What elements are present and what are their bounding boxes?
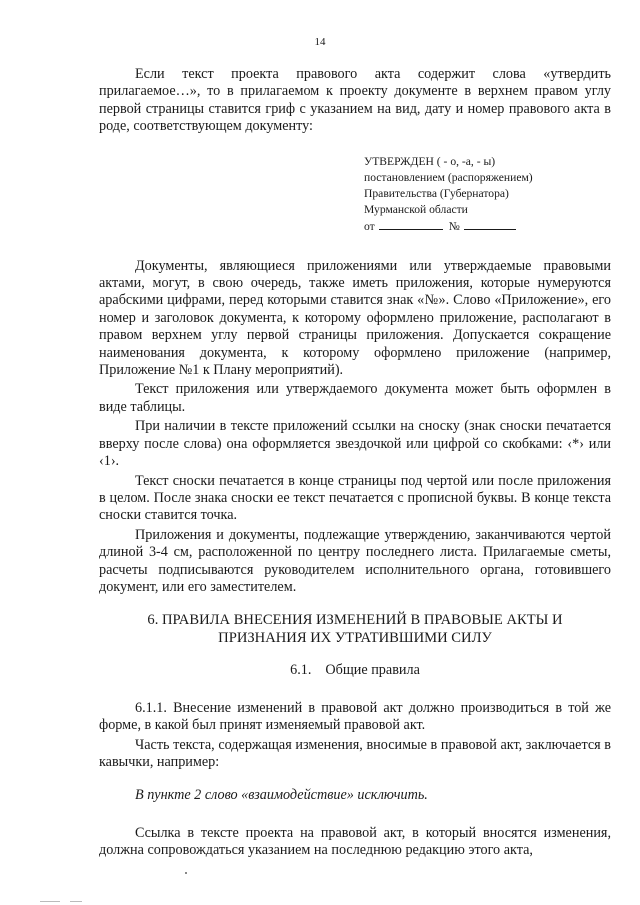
paragraph-appendices: Документы, являющиеся приложениями или утверждаемые правовыми актами, могут, в свою очередь, также иметь приложения, которые нумеруются арабскими цифрами, перед которыми ставится знак «№». Слово «Приложение», его номер и заголовок документа, к которому оформлено приложение, располагают в правом верхнем углу первой страницы приложения. Допускается сокращение наименования документа, к которому оформлено приложение (например, Приложение №1 к Плану мероприятий). (99, 257, 611, 379)
stamp-line-approved: УТВЕРЖДЕН ( - о, -а, - ы) (364, 154, 496, 168)
stamp-line-government: Правительства (Губернатора) (364, 186, 509, 200)
paragraph-footnote-mark: При наличии в тексте приложений ссылки на сноску (знак сноски печатается вверху после слова) она оформляется звездочкой или цифрой со скобками: ‹*› или ‹1›. (99, 418, 611, 470)
subsection-title: Общие правила (325, 662, 420, 679)
stamp-from-label: от (364, 219, 375, 233)
example-text: В пункте 2 слово «взаимодействие» исключить. (135, 787, 428, 804)
rule-paragraph-form: 6.1.1. Внесение изменений в правовой акт должно производиться в той же форме, в какой был принят изменяемый правовой акт. (99, 699, 611, 734)
scan-artifacts (0, 868, 640, 905)
stamp-line-decree: постановлением (распоряжением) (364, 170, 533, 184)
page-number: 14 (314, 36, 326, 48)
section-heading-line-2: ПРИЗНАНИЯ ИХ УТРАТИВШИМИ СИЛУ (218, 630, 492, 647)
date-blank-line (379, 218, 443, 230)
subsection-heading (99, 662, 611, 679)
number-blank-line (464, 218, 516, 230)
document-body (99, 66, 611, 860)
stamp-number-sign: № (448, 219, 460, 233)
scan-speck (40, 901, 60, 902)
paragraph-table-form: Текст приложения или утверждаемого документа может быть оформлен в виде таблицы. (99, 381, 611, 415)
stamp-line-region: Мурманской области (364, 202, 468, 216)
scan-speck (70, 901, 82, 902)
section-heading-line-1: 6. ПРАВИЛА ВНЕСЕНИЯ ИЗМЕНЕНИЙ В ПРАВОВЫЕ АКТЫ И (147, 612, 563, 629)
approval-stamp (364, 154, 611, 235)
section-heading (99, 611, 611, 647)
intro-paragraph: Если текст проекта правового акта содержит слова «утвердить прилагаемое…», то в прилагаемом к проекту документе в верхнем правом углу первой страницы ставится гриф с указанием на вид, дату и номер правового акта в роде, соответствующем документу: (99, 66, 611, 135)
paragraph-signatures: Приложения и документы, подлежащие утверждению, заканчиваются чертой длиной 3-4 см, расположенной по центру последнего листа. Прилагаемые сметы, расчеты подписываются руководителем исполнительного органа, готовившего документ, или его заместителем. (99, 526, 611, 595)
stamp-line-date-number (364, 218, 611, 235)
final-paragraph: Ссылка в тексте проекта на правовой акт, в который вносятся изменения, должна сопровождаться указанием на последнюю редакцию этого акта, (99, 824, 611, 859)
scan-speck (185, 872, 187, 874)
subsection-number: 6.1. (290, 662, 312, 679)
paragraph-footnote-text: Текст сноски печатается в конце страницы под чертой или после приложения в целом. После знака сноски ее текст печатается с прописной буквы. В конце текста сноски ставится точка. (99, 472, 611, 524)
rule-paragraph-quotes: Часть текста, содержащая изменения, вносимые в правовой акт, заключается в кавычки, например: (99, 736, 611, 770)
